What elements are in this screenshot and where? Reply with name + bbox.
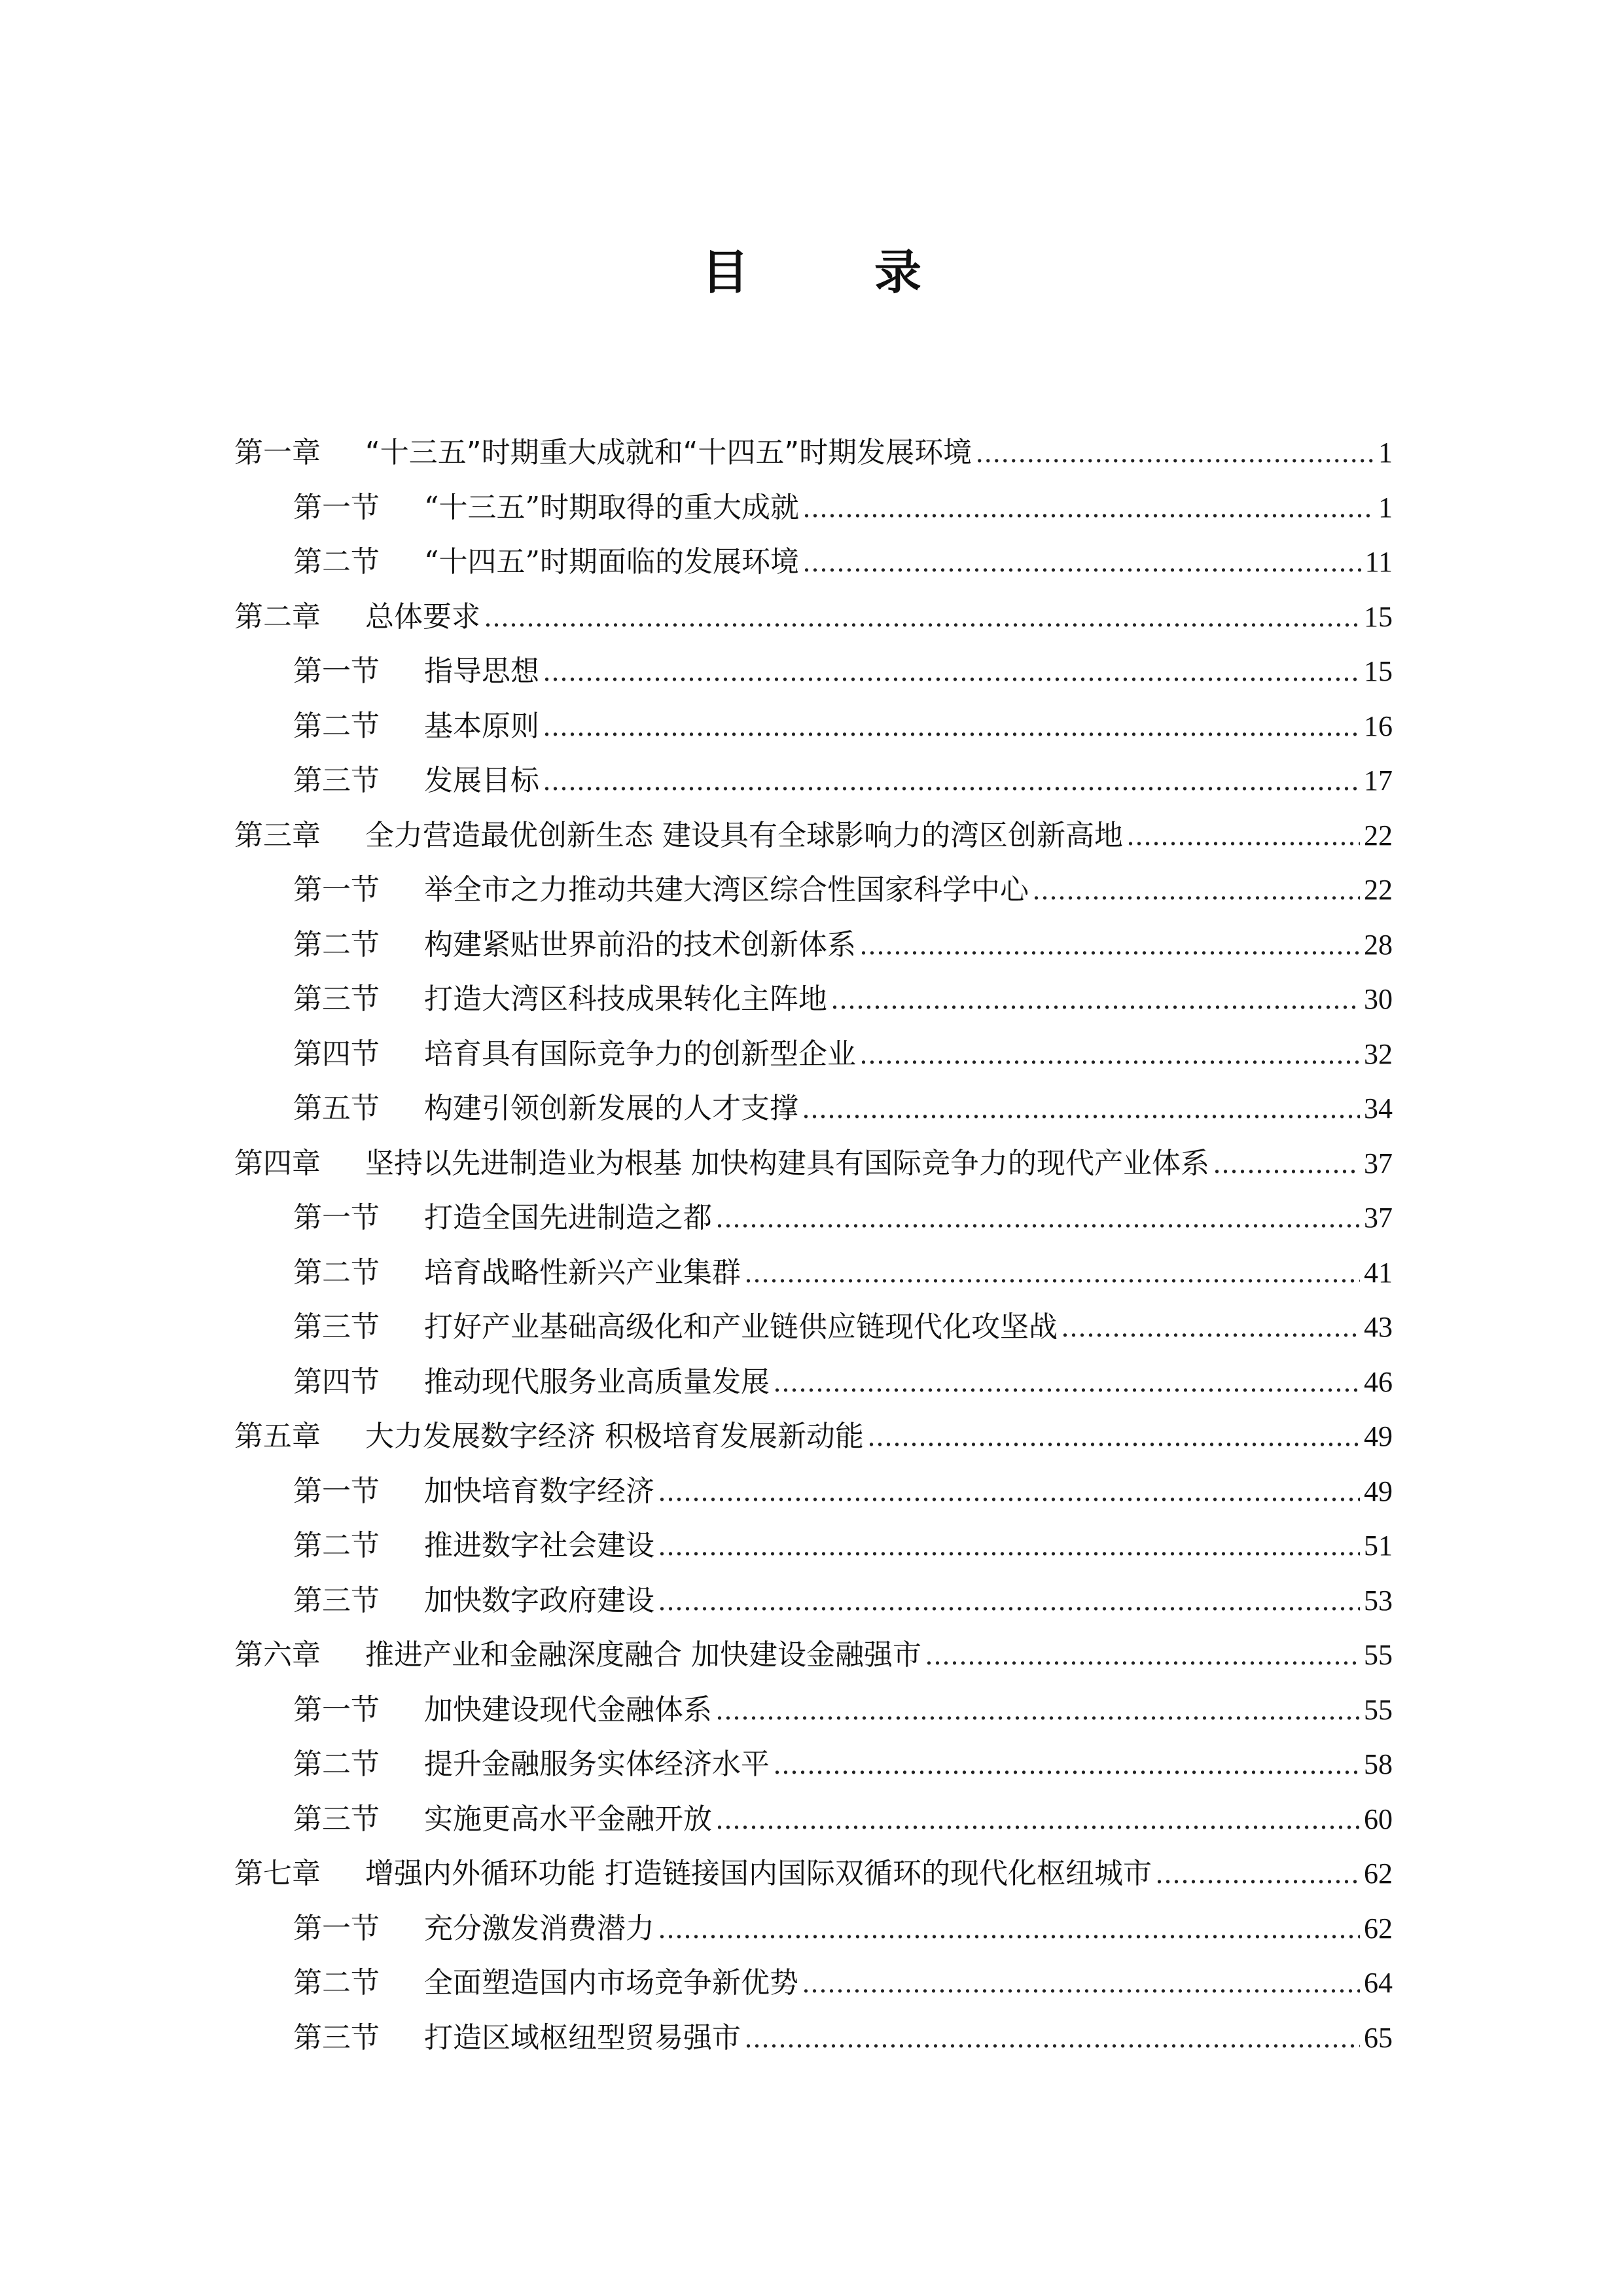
- page-number: 55: [1364, 1639, 1393, 1671]
- page-number: 32: [1364, 1037, 1393, 1070]
- toc-section-entry[interactable]: [234, 1191, 1393, 1246]
- dot-leader: [868, 1409, 1360, 1464]
- toc-section-entry[interactable]: [234, 1901, 1393, 1956]
- toc-section-entry[interactable]: [234, 535, 1393, 590]
- entry-label: 第二节: [293, 1748, 380, 1781]
- entry-label: 第二节: [293, 927, 380, 961]
- page-number: 15: [1364, 655, 1393, 687]
- dot-leader: [658, 1464, 1360, 1519]
- toc-section-entry[interactable]: [234, 863, 1393, 918]
- toc-section-entry[interactable]: [234, 2011, 1393, 2066]
- page-number: 49: [1364, 1475, 1393, 1507]
- page-number: 28: [1364, 928, 1393, 961]
- entry-label: 第三节: [293, 2020, 380, 2054]
- page-number: 16: [1364, 709, 1393, 742]
- entry-title: 全力营造最优创新生态 建设具有全球影响力的湾区创新高地: [365, 818, 1123, 852]
- page-number: 37: [1364, 1147, 1393, 1179]
- entry-label: 第二节: [293, 1255, 380, 1289]
- page-number: 37: [1364, 1202, 1393, 1234]
- entry-label: 第四章: [234, 1146, 321, 1180]
- page-number: 55: [1364, 1693, 1393, 1726]
- entry-title: 总体要求: [365, 600, 480, 634]
- entry-title: 打好产业基础高级化和产业链供应链现代化攻坚战: [424, 1310, 1058, 1344]
- page-number: 65: [1364, 2021, 1393, 2054]
- entry-title: 打造大湾区科技成果转化主阵地: [424, 982, 827, 1016]
- page-number: 46: [1364, 1365, 1393, 1398]
- dot-leader: [1033, 863, 1360, 918]
- dot-leader: [658, 1518, 1360, 1573]
- toc-section-entry[interactable]: [234, 1300, 1393, 1355]
- toc-chapter-entry[interactable]: [234, 1628, 1393, 1683]
- entry-title: 增强内外循环功能 打造链接国内国际双循环的现代化枢纽城市: [365, 1857, 1152, 1890]
- dot-leader: [802, 1081, 1360, 1136]
- entry-title: 大力发展数字经济 积极培育发展新动能: [365, 1420, 864, 1453]
- entry-title: 指导思想: [424, 655, 539, 688]
- dot-leader: [484, 590, 1360, 645]
- entry-label: 第三节: [293, 1802, 380, 1836]
- entry-title: 加快数字政府建设: [424, 1583, 654, 1617]
- entry-title: 培育战略性新兴产业集群: [424, 1255, 741, 1289]
- entry-label: 第一节: [293, 1474, 380, 1508]
- entry-title: 发展目标: [424, 764, 539, 797]
- toc-section-entry[interactable]: [234, 972, 1393, 1027]
- dot-leader: [658, 1573, 1360, 1628]
- toc-section-entry[interactable]: [234, 1956, 1393, 2011]
- entry-title: “十四五”时期面临的发展环境: [424, 545, 799, 579]
- entry-label: 第四节: [293, 1037, 380, 1071]
- page-number: 62: [1364, 1912, 1393, 1945]
- entry-title: 加快建设现代金融体系: [424, 1693, 712, 1727]
- dot-leader: [860, 918, 1360, 973]
- dot-leader: [543, 644, 1360, 699]
- dot-leader: [803, 480, 1374, 535]
- entry-title: “十三五”时期取得的重大成就: [424, 490, 799, 524]
- dot-leader: [745, 1246, 1360, 1300]
- dot-leader: [976, 425, 1374, 480]
- entry-title: 构建引领创新发展的人才支撑: [424, 1092, 798, 1125]
- entry-label: 第二节: [293, 1529, 380, 1562]
- entry-title: 实施更高水平金融开放: [424, 1802, 712, 1836]
- entry-title: “十三五”时期重大成就和“十四五”时期发展环境: [365, 436, 972, 469]
- toc-section-entry[interactable]: [234, 1518, 1393, 1573]
- toc-chapter-entry[interactable]: [234, 425, 1393, 480]
- page-number: 15: [1364, 600, 1393, 633]
- toc-section-entry[interactable]: [234, 1792, 1393, 1847]
- entry-label: 第三章: [234, 818, 321, 852]
- entry-title: 构建紧贴世界前沿的技术创新体系: [424, 927, 856, 961]
- entry-label: 第一节: [293, 1911, 380, 1945]
- toc-section-entry[interactable]: [234, 699, 1393, 754]
- entry-label: 第三节: [293, 982, 380, 1016]
- dot-leader: [745, 2011, 1360, 2066]
- entry-title: 推进数字社会建设: [424, 1529, 654, 1562]
- dot-leader: [716, 1191, 1360, 1246]
- page-number: 49: [1364, 1420, 1393, 1452]
- page-number: 30: [1364, 983, 1393, 1015]
- entry-label: 第二章: [234, 600, 321, 634]
- toc-chapter-entry[interactable]: [234, 1846, 1393, 1901]
- entry-label: 第一节: [293, 873, 380, 906]
- dot-leader: [774, 1737, 1360, 1792]
- entry-label: 第五节: [293, 1092, 380, 1125]
- toc-section-entry[interactable]: [234, 1246, 1393, 1300]
- page-number: 22: [1364, 874, 1393, 906]
- dot-leader: [543, 753, 1360, 808]
- page-number: 60: [1364, 1803, 1393, 1835]
- entry-label: 第一节: [293, 1201, 380, 1234]
- page-number: 43: [1364, 1311, 1393, 1343]
- toc-section-entry[interactable]: [234, 1355, 1393, 1410]
- dot-leader: [802, 1956, 1360, 2011]
- entry-title: 基本原则: [424, 709, 539, 743]
- toc-section-entry[interactable]: [234, 753, 1393, 808]
- toc-section-entry[interactable]: [234, 918, 1393, 973]
- page-number: 17: [1364, 764, 1393, 797]
- page-number: 51: [1364, 1530, 1393, 1562]
- entry-title: 推进产业和金融深度融合 加快建设金融强市: [365, 1638, 921, 1672]
- dot-leader: [860, 1027, 1360, 1082]
- toc-section-entry[interactable]: [234, 644, 1393, 699]
- dot-leader: [1061, 1300, 1360, 1355]
- page-number: 62: [1364, 1857, 1393, 1890]
- entry-label: 第二节: [293, 709, 380, 743]
- page-number: 41: [1364, 1256, 1393, 1289]
- entry-title: 坚持以先进制造业为根基 加快构建具有国际竞争力的现代产业体系: [365, 1146, 1209, 1180]
- toc-section-entry[interactable]: [234, 1464, 1393, 1519]
- entry-title: 推动现代服务业高质量发展: [424, 1365, 770, 1399]
- entry-label: 第一节: [293, 655, 380, 688]
- toc-chapter-entry[interactable]: [234, 1136, 1393, 1191]
- page-number: 53: [1364, 1584, 1393, 1617]
- table-of-contents: [234, 425, 1393, 2065]
- entry-label: 第三节: [293, 764, 380, 797]
- page-number: 1: [1378, 437, 1393, 469]
- entry-label: 第六章: [234, 1638, 321, 1672]
- entry-title: 培育具有国际竞争力的创新型企业: [424, 1037, 856, 1071]
- entry-label: 第一节: [293, 490, 380, 524]
- dot-leader: [803, 535, 1361, 590]
- page-number: 34: [1364, 1092, 1393, 1124]
- entry-title: 充分激发消费潜力: [424, 1911, 654, 1945]
- page-number: 11: [1364, 546, 1393, 578]
- dot-leader: [658, 1901, 1360, 1956]
- entry-title: 提升金融服务实体经济水平: [424, 1748, 770, 1781]
- dot-leader: [1127, 808, 1360, 863]
- toc-section-entry[interactable]: [234, 1683, 1393, 1738]
- toc-section-entry[interactable]: [234, 480, 1393, 535]
- page-number: 22: [1364, 819, 1393, 852]
- entry-label: 第五章: [234, 1420, 321, 1453]
- entry-label: 第一章: [234, 436, 321, 469]
- entry-label: 第三节: [293, 1583, 380, 1617]
- dot-leader: [543, 699, 1360, 754]
- page-number: 58: [1364, 1748, 1393, 1780]
- page-number: 1: [1378, 491, 1393, 524]
- toc-chapter-entry[interactable]: [234, 1409, 1393, 1464]
- toc-chapter-entry[interactable]: [234, 808, 1393, 863]
- toc-section-entry[interactable]: [234, 1081, 1393, 1136]
- dot-leader: [831, 972, 1360, 1027]
- entry-label: 第四节: [293, 1365, 380, 1399]
- entry-label: 第二节: [293, 1966, 380, 2000]
- entry-title: 举全市之力推动共建大湾区综合性国家科学中心: [424, 873, 1029, 906]
- entry-title: 全面塑造国内市场竞争新优势: [424, 1966, 798, 2000]
- dot-leader: [925, 1628, 1360, 1683]
- entry-title: 打造区域枢纽型贸易强市: [424, 2020, 741, 2054]
- dot-leader: [774, 1355, 1360, 1410]
- toc-section-entry[interactable]: [234, 1573, 1393, 1628]
- entry-title: 加快培育数字经济: [424, 1474, 654, 1508]
- entry-label: 第一节: [293, 1693, 380, 1727]
- toc-chapter-entry[interactable]: [234, 590, 1393, 645]
- toc-section-entry[interactable]: [234, 1027, 1393, 1082]
- toc-section-entry[interactable]: [234, 1737, 1393, 1792]
- entry-title: 打造全国先进制造之都: [424, 1201, 712, 1234]
- dot-leader: [716, 1683, 1360, 1738]
- entry-label: 第三节: [293, 1310, 380, 1344]
- page-number: 64: [1364, 1967, 1393, 1999]
- dot-leader: [1213, 1136, 1360, 1191]
- entry-label: 第七章: [234, 1857, 321, 1890]
- dot-leader: [716, 1792, 1360, 1847]
- toc-title: 目 录: [701, 245, 961, 300]
- entry-label: 第二节: [293, 545, 380, 579]
- dot-leader: [1156, 1846, 1360, 1901]
